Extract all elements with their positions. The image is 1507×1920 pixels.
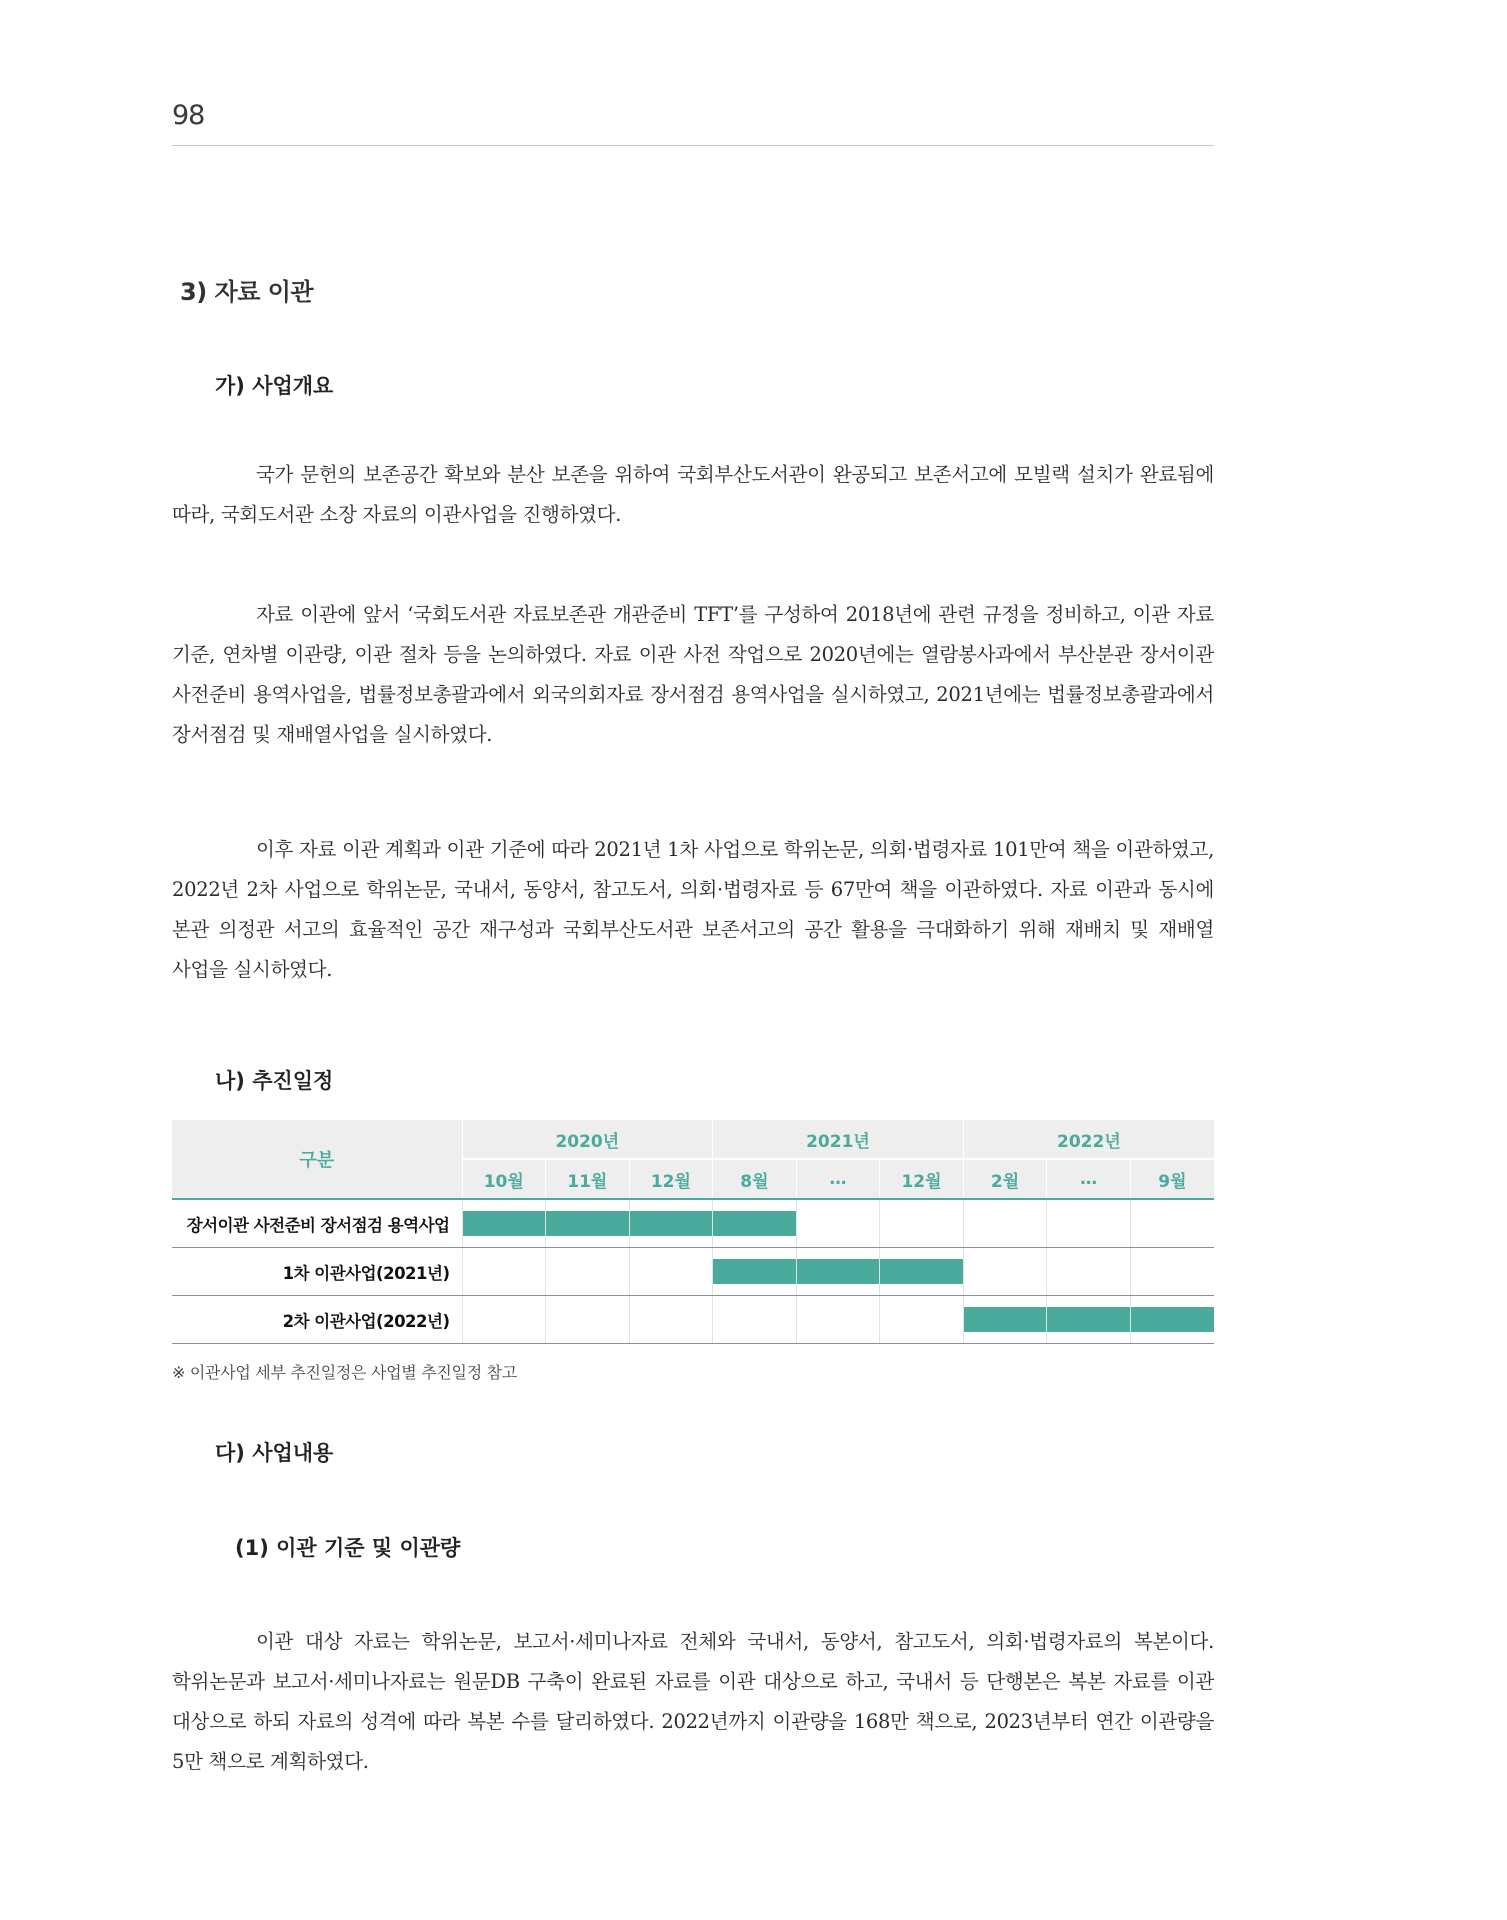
- year-header: 2020년: [462, 1120, 713, 1159]
- month-header: 8월: [713, 1159, 797, 1199]
- schedule-cell: [713, 1248, 797, 1296]
- schedule-cell: [1047, 1248, 1131, 1296]
- schedule-cell: [1130, 1199, 1214, 1248]
- schedule-bar: [1047, 1307, 1130, 1332]
- month-header: 11월: [546, 1159, 630, 1199]
- schedule-cell: [1047, 1199, 1131, 1248]
- overview-paragraph-1: 국가 문헌의 보존공간 확보와 분산 보존을 위하여 국회부산도서관이 완공되고 보존서고에 모빌랙 설치가 완료됨에 따라, 국회도서관 소장 자료의 이관사업을 진행하였다.: [172, 463, 1214, 526]
- table-row: [172, 1199, 1214, 1248]
- subsection-content-title: 다) 사업내용: [215, 1441, 334, 1465]
- schedule-cell: [1047, 1296, 1131, 1344]
- schedule-cell: [963, 1296, 1047, 1344]
- year-header-row: [172, 1120, 1214, 1159]
- month-header: 2월: [963, 1159, 1047, 1199]
- schedule-cell: [880, 1248, 964, 1296]
- overview-paragraph-3: 이후 자료 이관 계획과 이관 기준에 따라 2021년 1차 사업으로 학위논문, 의회·법령자료 101만여 책을 이관하였고, 2022년 2차 사업으로 학위논문, 국내서, 동양서, 참고도서, 의회·법령자료 등 67만여 책을 이관하였다. 자료 이관과 동시에 본관 의정관 서고의 효율적인 공간 재구성과 국회부산도서관 보존서고의 공간 활용을 극대화하기 위해 재배치 및 재배열 사업을 실시하였다.: [172, 838, 1214, 981]
- year-header: 2021년: [713, 1120, 964, 1159]
- schedule-bar: [880, 1259, 963, 1284]
- schedule-table: [172, 1120, 1214, 1344]
- schedule-cell: [1130, 1248, 1214, 1296]
- schedule-cell: [880, 1199, 964, 1248]
- schedule-note: ※ 이관사업 세부 추진일정은 사업별 추진일정 참고: [172, 1363, 517, 1382]
- row-label: 2차 이관사업(2022년): [172, 1296, 462, 1344]
- schedule-cell: [880, 1296, 964, 1344]
- section-title: 3) 자료 이관: [180, 278, 314, 306]
- table-row: [172, 1296, 1214, 1344]
- schedule-bar: [463, 1211, 546, 1236]
- schedule-cell: [629, 1296, 713, 1344]
- header-rule: [172, 145, 1214, 146]
- schedule-cell: [1130, 1296, 1214, 1344]
- year-header: 2022년: [963, 1120, 1214, 1159]
- schedule-cell: [796, 1199, 880, 1248]
- month-header: …: [1047, 1159, 1131, 1199]
- subsection-overview-title: 가) 사업개요: [215, 374, 334, 398]
- month-header: 12월: [880, 1159, 964, 1199]
- table-row: [172, 1248, 1214, 1296]
- month-header: 10월: [462, 1159, 546, 1199]
- schedule-cell: [546, 1296, 630, 1344]
- schedule-cell: [462, 1199, 546, 1248]
- page-number: 98: [172, 100, 205, 131]
- schedule-bar: [1131, 1307, 1214, 1332]
- subsection-schedule-title: 나) 추진일정: [215, 1069, 334, 1093]
- row-label: 장서이관 사전준비 장서점검 용역사업: [172, 1199, 462, 1248]
- schedule-cell: [796, 1248, 880, 1296]
- schedule-cell: [546, 1248, 630, 1296]
- row-label: 1차 이관사업(2021년): [172, 1248, 462, 1296]
- schedule-cell: [546, 1199, 630, 1248]
- content-paragraph-1: 이관 대상 자료는 학위논문, 보고서·세미나자료 전체와 국내서, 동양서, 참고도서, 의회·법령자료의 복본이다. 학위논문과 보고서·세미나자료는 원문DB 구축이 완료된 자료를 이관 대상으로 하고, 국내서 등 단행본은 복본 자료를 이관 대상으로 하되 자료의 성격에 따라 복본 수를 달리하였다. 2022년까지 이관량을 168만 책으로, 2023년부터 연간 이관량을 5만 책으로 계획하였다.: [172, 1630, 1214, 1773]
- schedule-cell: [713, 1199, 797, 1248]
- content-subheading: (1) 이관 기준 및 이관량: [235, 1536, 461, 1560]
- schedule-bar: [546, 1211, 629, 1236]
- schedule-cell: [963, 1199, 1047, 1248]
- schedule-cell: [963, 1248, 1047, 1296]
- schedule-bar: [964, 1307, 1047, 1332]
- month-header: …: [796, 1159, 880, 1199]
- schedule-cell: [629, 1248, 713, 1296]
- schedule-cell: [462, 1296, 546, 1344]
- schedule-cell: [796, 1296, 880, 1344]
- schedule-bar: [713, 1211, 796, 1236]
- schedule-cell: [462, 1248, 546, 1296]
- table-corner-label: 구분: [172, 1120, 462, 1199]
- schedule-cell: [713, 1296, 797, 1344]
- schedule-cell: [629, 1199, 713, 1248]
- schedule-bar: [630, 1211, 713, 1236]
- schedule-bar: [713, 1259, 796, 1284]
- month-header: 12월: [629, 1159, 713, 1199]
- schedule-bar: [797, 1259, 880, 1284]
- overview-paragraph-2: 자료 이관에 앞서 ‘국회도서관 자료보존관 개관준비 TFT’를 구성하여 2018년에 관련 규정을 정비하고, 이관 자료 기준, 연차별 이관량, 이관 절차 등을 논의하였다. 자료 이관 사전 작업으로 2020년에는 열람봉사과에서 부산분관 장서이관 사전준비 용역사업을, 법률정보총괄과에서 외국의회자료 장서점검 용역사업을 실시하였고, 2021년에는 법률정보총괄과에서 장서점검 및 재배열사업을 실시하였다.: [172, 603, 1214, 746]
- month-header: 9월: [1130, 1159, 1214, 1199]
